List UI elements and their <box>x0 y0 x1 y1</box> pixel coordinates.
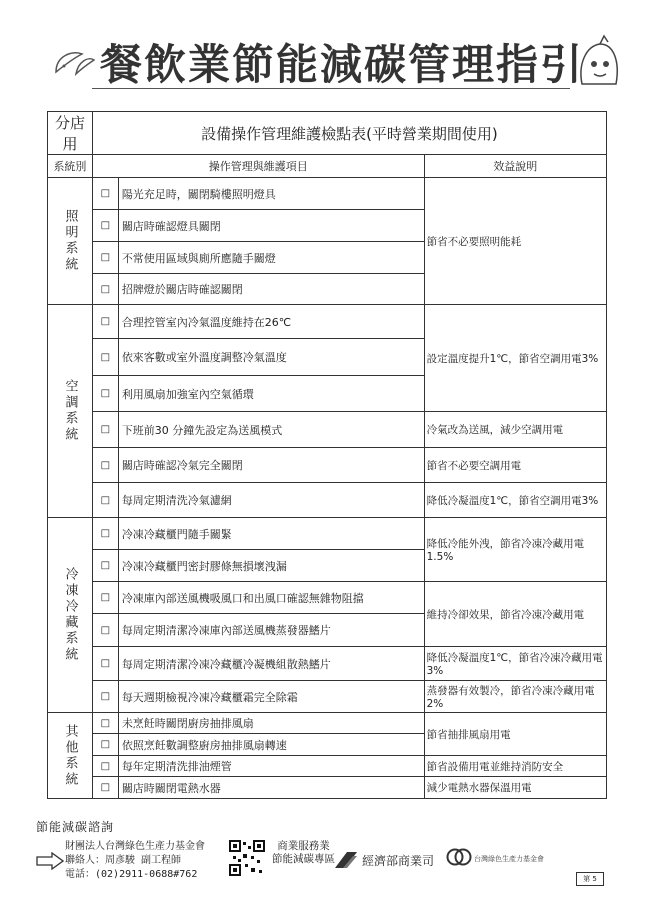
checkbox[interactable]: □ <box>92 734 118 756</box>
checkbox[interactable]: □ <box>92 242 118 274</box>
contact-org: 財團法人台灣綠色生產力基金會 <box>65 841 205 852</box>
page-footer <box>0 818 650 919</box>
service-zone-label <box>272 840 335 866</box>
checklist-item: 未烹飪時關閉廚房抽排風扇 <box>118 713 424 734</box>
sheet-title: 設備操作管理維護檢點表(平時營業期間使用) <box>92 112 606 155</box>
checkbox[interactable]: □ <box>92 376 118 412</box>
checkbox[interactable]: □ <box>92 647 118 681</box>
checkbox[interactable]: □ <box>92 756 118 777</box>
effect-note: 降低冷凝溫度1℃，節省空調用電3% <box>424 483 606 518</box>
leaf-sprout-icon <box>52 44 96 80</box>
checkbox[interactable]: □ <box>92 305 118 339</box>
checkbox[interactable]: □ <box>92 448 118 483</box>
system-label-lighting: 照明系統 <box>48 178 93 305</box>
effect-note: 維持冷卻效果，節省冷凍冷藏用電 <box>424 582 606 647</box>
footer-heading: 節能減碳諮詢 <box>36 820 115 834</box>
checkbox[interactable]: □ <box>92 412 118 448</box>
checklist-item: 依來客數或室外溫度調整冷氣溫度 <box>118 339 424 376</box>
system-label-ac: 空調系統 <box>48 305 93 518</box>
ministry-logo-icon <box>333 850 359 870</box>
sheet-tag: 分店用 <box>48 112 93 155</box>
checklist-item: 不常使用區域與廁所應隨手關燈 <box>118 242 424 274</box>
contact-person: 聯絡人：周彥駿 副工程師 <box>65 855 182 866</box>
effect-note: 節省不必要空調用電 <box>424 448 606 483</box>
checkbox[interactable]: □ <box>92 777 118 799</box>
system-label-other: 其他系統 <box>48 713 93 799</box>
effect-note: 設定溫度提升1℃，節省空調用電3% <box>424 305 606 412</box>
checklist-item: 冷凍庫內部送風機吸風口和出風口確認無雜物阻擋 <box>118 582 424 614</box>
effect-note: 冷氣改為送風，減少空調用電 <box>424 412 606 448</box>
effect-note: 節省不必要照明能耗 <box>424 178 606 305</box>
checkbox[interactable]: □ <box>92 483 118 518</box>
cartoon-mascot-icon <box>574 34 624 90</box>
checklist-item: 每周定期清潔冷凍冷藏櫃冷凝機組散熱鰭片 <box>118 647 424 681</box>
checkbox[interactable]: □ <box>92 614 118 647</box>
column-header-item: 操作管理與維護項目 <box>92 155 424 178</box>
effect-note: 節省抽排風扇用電 <box>424 713 606 756</box>
checklist-item: 下班前30 分鐘先設定為送風模式 <box>118 412 424 448</box>
ministry-name: 經濟部商業司 <box>362 854 435 868</box>
effect-note: 減少電熱水器保溫用電 <box>424 777 606 799</box>
checklist-item: 冷凍冷藏櫃門隨手關緊 <box>118 518 424 550</box>
checklist-item: 招牌燈於關店時確認關閉 <box>118 274 424 305</box>
effect-note: 節省設備用電並維持消防安全 <box>424 756 606 777</box>
checkbox[interactable]: □ <box>92 274 118 305</box>
service-zone-line1: 商業服務業 <box>277 840 330 852</box>
arrow-right-icon <box>36 852 64 870</box>
foundation-logo-icon <box>446 846 472 868</box>
system-label-refrigeration: 冷凍冷藏系統 <box>48 518 93 713</box>
contact-phone: 電話：(02)2911-0688#762 <box>65 869 198 880</box>
checkbox[interactable]: □ <box>92 582 118 614</box>
title-underline <box>92 88 570 89</box>
checklist-item: 合理控管室內冷氣溫度維持在26℃ <box>118 305 424 339</box>
checklist-item: 關店時關閉電熱水器 <box>118 777 424 799</box>
checkbox[interactable]: □ <box>92 339 118 376</box>
page-title: 餐飲業節能減碳管理指引 <box>100 40 585 89</box>
checklist-item: 每周定期清潔冷凍庫內部送風機蒸發器鰭片 <box>118 614 424 647</box>
qr-code-icon <box>229 840 265 876</box>
checklist-item: 每天週期檢視冷凍冷藏櫃霜完全除霜 <box>118 681 424 713</box>
page-header <box>0 0 650 100</box>
effect-note: 降低冷能外洩，節省冷凍冷藏用電1.5% <box>424 518 606 582</box>
checklist-item: 陽光充足時，關閉騎樓照明燈具 <box>118 178 424 210</box>
column-header-effect: 效益說明 <box>424 155 606 178</box>
checklist-item: 冷凍冷藏櫃門密封膠條無損壞洩漏 <box>118 550 424 582</box>
checkbox[interactable]: □ <box>92 178 118 210</box>
service-zone-line2: 節能減碳專區 <box>272 853 335 865</box>
checkbox[interactable]: □ <box>92 518 118 550</box>
checkbox[interactable]: □ <box>92 713 118 734</box>
checklist-item: 關店時確認冷氣完全關閉 <box>118 448 424 483</box>
foundation-name: 台灣綠色生產力基金會 <box>474 855 544 863</box>
checklist-table <box>47 111 607 799</box>
checklist-item: 依照烹飪數調整廚房抽排風扇轉速 <box>118 734 424 756</box>
column-header-system: 系統別 <box>48 155 93 178</box>
effect-note: 降低冷凝溫度1℃，節省冷凍冷藏用電3% <box>424 647 606 681</box>
checkbox[interactable]: □ <box>92 210 118 242</box>
checklist-item: 關店時確認燈具關閉 <box>118 210 424 242</box>
page-number: 第 5 <box>576 872 604 886</box>
effect-note: 蒸發器有效製冷，節省冷凍冷藏用電2% <box>424 681 606 713</box>
contact-block <box>65 840 205 882</box>
checklist-item: 每周定期清洗冷氣濾網 <box>118 483 424 518</box>
checklist-item: 利用風扇加強室內空氣循環 <box>118 376 424 412</box>
checkbox[interactable]: □ <box>92 550 118 582</box>
checklist-item: 每年定期清洗排油煙管 <box>118 756 424 777</box>
checkbox[interactable]: □ <box>92 681 118 713</box>
